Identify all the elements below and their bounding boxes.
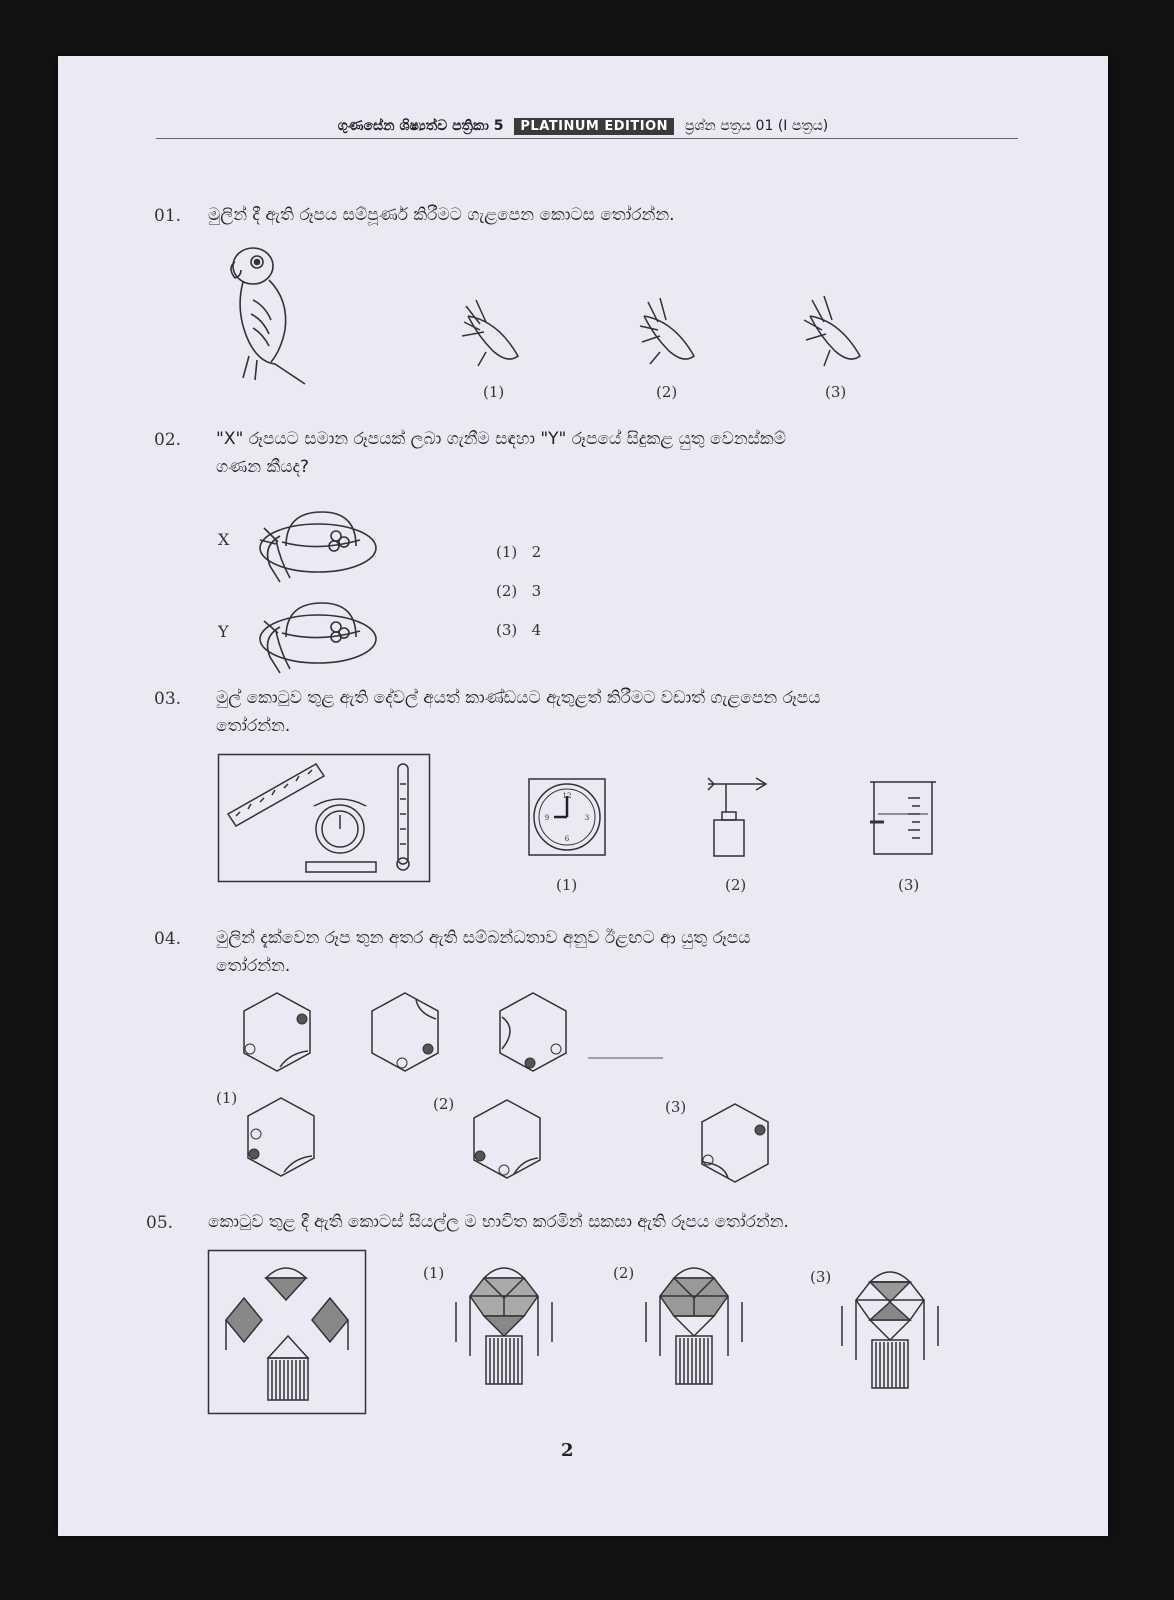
- feather-option-2-image: [634, 296, 704, 371]
- feather-option-3-image: [800, 296, 870, 371]
- question-5-number: 05.: [146, 1213, 174, 1233]
- hexagon-sequence-3-image: [496, 991, 570, 1073]
- option-number: (1): [496, 543, 518, 561]
- page-header: [58, 118, 1108, 135]
- hexagon-sequence-1-image: [240, 991, 314, 1073]
- option-value: 2: [531, 543, 542, 561]
- option-number: (3): [496, 621, 518, 639]
- hexagon-option-3-image: [698, 1102, 772, 1184]
- question-4-option-2[interactable]: (2): [433, 1095, 455, 1113]
- figure-y-label: Y: [218, 622, 229, 641]
- question-1-option-3[interactable]: (3): [825, 383, 847, 401]
- exam-page: [58, 56, 1108, 1536]
- question-3-number: 03.: [154, 689, 182, 709]
- header-rule: [156, 138, 1018, 139]
- assembled-option-3-image: [842, 1270, 938, 1400]
- question-1-number: 01.: [154, 206, 182, 226]
- question-1-option-2[interactable]: (2): [656, 383, 678, 401]
- question-2-number: 02.: [154, 430, 182, 450]
- question-3-option-2[interactable]: (2): [725, 876, 747, 894]
- question-5-text: කොටුව තුළ දී ඇති කොටස් සියල්ල ම භාවිත කරමින් සකසා ඇති රූපය තෝරන්න.: [208, 1212, 789, 1232]
- question-4-option-3[interactable]: (3): [665, 1098, 687, 1116]
- question-3-text-line-1: මුල් කොටුව තුළ ඇති දේවල් අයත් කාණ්ඩයට ඇතුළත් කිරීමට වඩාත් ගැළපෙන රූපය: [216, 688, 821, 708]
- option-number: (2): [496, 582, 518, 600]
- question-4-text-line-1: මුලින් දැක්වෙන රූප තුන අතර ඇති සම්බන්ධතාව අනුව ඊළඟට ආ යුතු රූපය: [216, 928, 751, 948]
- measuring-tools-box: [218, 754, 430, 882]
- svg-text:6: 6: [564, 835, 570, 843]
- option-value: 3: [531, 582, 542, 600]
- question-3-option-1[interactable]: (1): [556, 876, 578, 894]
- question-2-text-line-1: "X" රූපයට සමාන රූපයක් ලබා ගැනීම සඳහා "Y" රූපයේ සිදුකළ යුතු වෙනස්කම්: [216, 429, 786, 449]
- weather-vane-option-2-image: [704, 772, 774, 862]
- clock-option-1-image: [528, 778, 606, 856]
- question-2-text-line-2: ගණන කීයද?: [216, 457, 310, 477]
- option-value: 4: [531, 621, 542, 639]
- edition-badge: PLATINUM EDITION: [514, 118, 674, 135]
- question-1-option-1[interactable]: (1): [483, 383, 505, 401]
- book-title: ගුණසේන ශිෂ්‍යත්ව පත්‍රිකා 5: [337, 118, 504, 134]
- assembled-option-2-image: [646, 1266, 742, 1396]
- pieces-box-image: [208, 1250, 366, 1414]
- question-2-option-1[interactable]: [496, 543, 541, 561]
- assembled-option-1-image: [456, 1266, 552, 1396]
- question-3-option-3[interactable]: (3): [898, 876, 920, 894]
- figure-x-label: X: [218, 530, 230, 549]
- question-2-option-2[interactable]: [496, 582, 541, 600]
- paper-label: ප්‍රශ්න පත්‍රය 01 (I පත්‍රය): [684, 118, 829, 134]
- question-5-option-2[interactable]: (2): [613, 1264, 635, 1282]
- parrot-image: [223, 244, 313, 389]
- question-4-text-line-2: තෝරන්න.: [216, 956, 291, 976]
- hat-x-image: [256, 506, 381, 586]
- question-5-option-1[interactable]: (1): [423, 1264, 445, 1282]
- hat-y-image: [256, 597, 381, 677]
- question-2-option-3[interactable]: [496, 621, 541, 639]
- question-3-text-line-2: තෝරන්න.: [216, 716, 291, 736]
- feather-option-1-image: [458, 296, 528, 371]
- question-5-option-3[interactable]: (3): [810, 1268, 832, 1286]
- svg-text:9: 9: [544, 814, 550, 822]
- svg-text:12: 12: [562, 792, 572, 800]
- page-number: 2: [561, 1440, 574, 1461]
- answer-blank-line: [588, 1056, 663, 1060]
- question-4-option-1[interactable]: (1): [216, 1089, 238, 1107]
- hexagon-option-2-image: [470, 1098, 544, 1180]
- beaker-option-3-image: [868, 778, 940, 860]
- svg-text:3: 3: [584, 814, 590, 822]
- question-4-number: 04.: [154, 929, 182, 949]
- question-1-text: මුලින් දී ඇති රූපය සම්පූර්ණ කිරීමට ගැළපෙන කොටස තෝරන්න.: [208, 205, 675, 225]
- hexagon-option-1-image: [244, 1096, 318, 1178]
- hexagon-sequence-2-image: [368, 991, 442, 1073]
